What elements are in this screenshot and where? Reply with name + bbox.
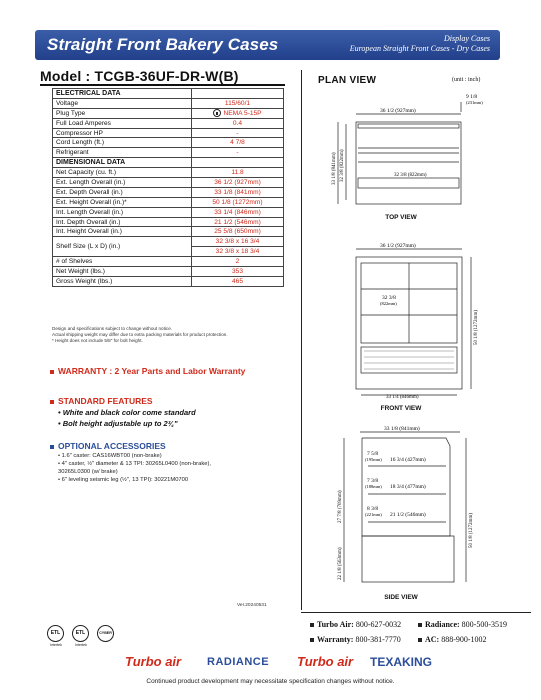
- dim-label: 21 1/2 (546mm): [390, 512, 426, 518]
- accessory-item: • 1.6" caster: CAS16WBT00 (non-brake): [58, 453, 162, 459]
- feature-item: • Bolt height adjustable up to 2¾": [58, 419, 178, 428]
- spec-row: [53, 98, 284, 108]
- spec-value: 36 1/2 (927mm): [192, 178, 284, 188]
- dim-label: 32 3/8 (822mm): [394, 173, 427, 178]
- spec-label: Gross Weight (lbs.): [53, 276, 192, 286]
- spec-value: 115/60/1: [192, 98, 284, 108]
- spec-row: [53, 148, 284, 158]
- contact-turbo-air: [310, 620, 401, 629]
- spec-row: [53, 227, 284, 237]
- turbo-air-logo: Turbo air: [297, 654, 354, 669]
- texaking-logo: TEXAKING: [370, 655, 433, 669]
- dim-label: 36 1/2 (927mm): [380, 243, 416, 249]
- spec-value: 32 3/8 x 16 3/4: [192, 237, 284, 247]
- spec-value: 32 3/8 x 18 3/4: [192, 247, 284, 257]
- dim-label: 33 1/4 (846mm): [386, 395, 419, 400]
- contact-label: Turbo Air:: [317, 620, 354, 629]
- top-view-outline: [356, 122, 461, 204]
- dim-label: 16 3/4 (427mm): [390, 457, 426, 463]
- spec-label: Ext. Depth Overall (in.): [53, 187, 192, 197]
- spec-label: Ext. Height Overall (in.)*: [53, 197, 192, 207]
- spec-label: Net Capacity (cu. ft.): [53, 168, 192, 178]
- contact-rule: [301, 612, 531, 613]
- contact-ac: [418, 635, 487, 644]
- dim-label: 27 7/8 (709mm): [338, 490, 343, 523]
- bullet-icon: [418, 638, 422, 642]
- version-label: Ver.20240531: [237, 603, 267, 608]
- spec-row: [53, 276, 284, 286]
- spec-row: [53, 267, 284, 277]
- spec-row: [53, 237, 284, 247]
- contact-value: 800-627-0032: [355, 620, 402, 629]
- accessory-item: • 6" leveling seismic leg (½", 13 TPI): 30221M0700: [58, 477, 189, 483]
- dim-label: (195mm): [365, 457, 382, 462]
- spec-value: -: [192, 148, 284, 158]
- contact-label: Warranty:: [317, 635, 354, 644]
- dim-label: 9 1/8: [466, 94, 478, 100]
- contact-radiance: [418, 620, 507, 629]
- spec-label: Plug Type: [53, 108, 192, 118]
- dim-label: (822mm): [380, 301, 397, 306]
- spec-value: 21 1/2 (546mm): [192, 217, 284, 227]
- top-view-shelf: [358, 178, 459, 188]
- note: Actual shipping weight may differ due to extra packing materials for product protection.: [52, 332, 228, 337]
- spec-section-row: [53, 158, 284, 168]
- side-view-base: [362, 536, 454, 582]
- front-view-label: FRONT VIEW: [380, 405, 422, 412]
- top-view-drawing: [318, 90, 483, 215]
- certification-marks: [47, 625, 137, 647]
- spec-value: 465: [192, 276, 284, 286]
- spec-label: Int. Depth Overall (in.): [53, 217, 192, 227]
- spec-row: [53, 187, 284, 197]
- spec-value: 4 7/8: [192, 138, 284, 148]
- optional-accessories-title: OPTIONAL ACCESSORIES: [58, 441, 166, 451]
- spec-value: 11.8: [192, 168, 284, 178]
- radiance-logo: RADIANCE: [207, 656, 270, 668]
- cert-caption: Intertek: [75, 643, 87, 647]
- feature-item: • White and black color come standard: [58, 408, 196, 417]
- dim-label: 22 1/8 (563mm): [338, 547, 343, 580]
- footer-disclaimer: Continued product development may necessitate specification changes without notice.: [146, 678, 395, 685]
- spec-label: Compressor HP: [53, 128, 192, 138]
- dim-label: 7 3/8: [367, 478, 379, 484]
- contact-value: 888-900-1002: [441, 635, 487, 644]
- spec-value: 25 5/8 (650mm): [192, 227, 284, 237]
- spec-label: Net Weight (lbs.): [53, 267, 192, 277]
- spec-label: Cord Length (ft.): [53, 138, 192, 148]
- subcategory-name: European Straight Front Cases - Dry Cases: [349, 44, 490, 53]
- note: * Height does not include 5/8" for bolt height.: [52, 338, 143, 343]
- bullet-icon: [310, 638, 314, 642]
- etl-sanitation-cert-icon: ETL: [72, 625, 89, 642]
- spec-label: Refrigerant: [53, 148, 192, 158]
- spec-value: [192, 108, 284, 118]
- contact-value: 800-381-7770: [355, 635, 401, 644]
- spec-value: 0.4: [192, 118, 284, 128]
- dim-label: (231mm): [466, 100, 483, 105]
- dim-label: 32 3/8 (822mm): [340, 149, 345, 182]
- spec-value: 2: [192, 257, 284, 267]
- etl-cert-icon: ETL: [47, 625, 64, 642]
- page-title: Straight Front Bakery Cases: [47, 35, 279, 54]
- cert-caption: Intertek: [50, 643, 62, 647]
- bullet-icon: [50, 370, 54, 374]
- plan-view-title: PLAN VIEW: [318, 75, 377, 86]
- brand-logos: [125, 654, 445, 672]
- dim-label: 50 1/8 (1272mm): [474, 310, 479, 345]
- standard-features-title: STANDARD FEATURES: [58, 396, 153, 406]
- accessories-list: [58, 452, 211, 484]
- dim-label: 33 1/8 (841mm): [384, 426, 420, 432]
- spec-section-title: DIMENSIONAL DATA: [53, 158, 192, 168]
- spec-row: [53, 138, 284, 148]
- side-view-label: SIDE VIEW: [384, 594, 418, 601]
- spec-value-text: NEMA 5-15P: [223, 109, 262, 117]
- dim-label: 50 1/8 (1272mm): [469, 513, 474, 548]
- column-divider: [301, 70, 302, 610]
- unit-label: (unit : inch): [452, 77, 481, 83]
- dim-label: (188mm): [365, 484, 382, 489]
- turbo-air-logo: Turbo air: [125, 654, 182, 669]
- spec-row: [53, 217, 284, 227]
- spec-label: Shelf Size (L x D) (in.): [53, 237, 192, 257]
- dim-label: 32 3/8: [382, 295, 396, 301]
- spec-value: [192, 158, 284, 168]
- side-view-drawing: [318, 418, 478, 590]
- dim-label: 36 1/2 (927mm): [380, 108, 416, 114]
- header-banner: [35, 30, 500, 60]
- dim-label: 7 5/8: [367, 451, 379, 457]
- bullet-icon: [418, 623, 422, 627]
- spec-section-title: ELECTRICAL DATA: [53, 89, 192, 99]
- spec-value: 33 1/4 (846mm): [192, 207, 284, 217]
- spec-table: [52, 88, 284, 287]
- spec-value: -: [192, 128, 284, 138]
- standard-features-list: [58, 407, 196, 429]
- spec-row: [53, 178, 284, 188]
- front-view-drawing: [318, 235, 478, 400]
- optional-accessories-heading: [50, 441, 166, 451]
- top-view-label: TOP VIEW: [385, 214, 417, 221]
- bullet-icon: [50, 400, 54, 404]
- warranty-label: WARRANTY :: [58, 366, 113, 376]
- spec-row: [53, 118, 284, 128]
- spec-value: 33 1/8 (841mm): [192, 187, 284, 197]
- spec-row: [53, 197, 284, 207]
- spec-label: Int. Height Overall (in.): [53, 227, 192, 237]
- spec-label: # of Shelves: [53, 257, 192, 267]
- spec-value: [192, 89, 284, 99]
- contact-label: AC:: [425, 635, 440, 644]
- dim-label: 33 1/8 (841mm): [332, 152, 337, 185]
- top-view-back: [358, 124, 459, 128]
- model-underline: [40, 84, 285, 86]
- cyber-cert-icon: CYBER: [97, 625, 114, 642]
- bullet-icon: [50, 445, 54, 449]
- note: Design and specifications subject to change without notice.: [52, 326, 173, 331]
- spec-notes: [52, 326, 228, 344]
- warranty-text: 2 Year Parts and Labor Warranty: [114, 366, 246, 376]
- spec-row: [53, 207, 284, 217]
- spec-row: [53, 108, 284, 118]
- spec-label: Ext. Length Overall (in.): [53, 178, 192, 188]
- contact-warranty: [310, 635, 401, 644]
- dim-label: 18 3/4 (477mm): [390, 484, 426, 490]
- spec-section-row: [53, 89, 284, 99]
- spec-row: [53, 257, 284, 267]
- bullet-icon: [310, 623, 314, 627]
- category-name: Display Cases: [444, 34, 490, 43]
- contact-value: 800-500-3519: [461, 620, 507, 629]
- dim-label: (221mm): [365, 512, 382, 517]
- spec-label: Voltage: [53, 98, 192, 108]
- spec-value: 50 1/8 (1272mm): [192, 197, 284, 207]
- plug-icon: [213, 109, 221, 117]
- spec-row: [53, 128, 284, 138]
- spec-value: 353: [192, 267, 284, 277]
- contact-label: Radiance:: [425, 620, 460, 629]
- model-number: Model : TCGB-36UF-DR-W(B): [40, 68, 239, 84]
- category-label: [350, 34, 490, 54]
- dim-label: 8 3/8: [367, 506, 379, 512]
- accessory-item: 30265L0300 (w/ brake): [58, 469, 118, 475]
- accessory-item: • 4" caster, ½" diameter & 13 TPI: 30265L0400 (non-brake),: [58, 461, 211, 467]
- spec-row: [53, 168, 284, 178]
- standard-features-heading: [50, 396, 153, 406]
- spec-label: Int. Length Overall (in.): [53, 207, 192, 217]
- spec-label: Full Load Amperes: [53, 118, 192, 128]
- warranty-heading: [50, 366, 245, 376]
